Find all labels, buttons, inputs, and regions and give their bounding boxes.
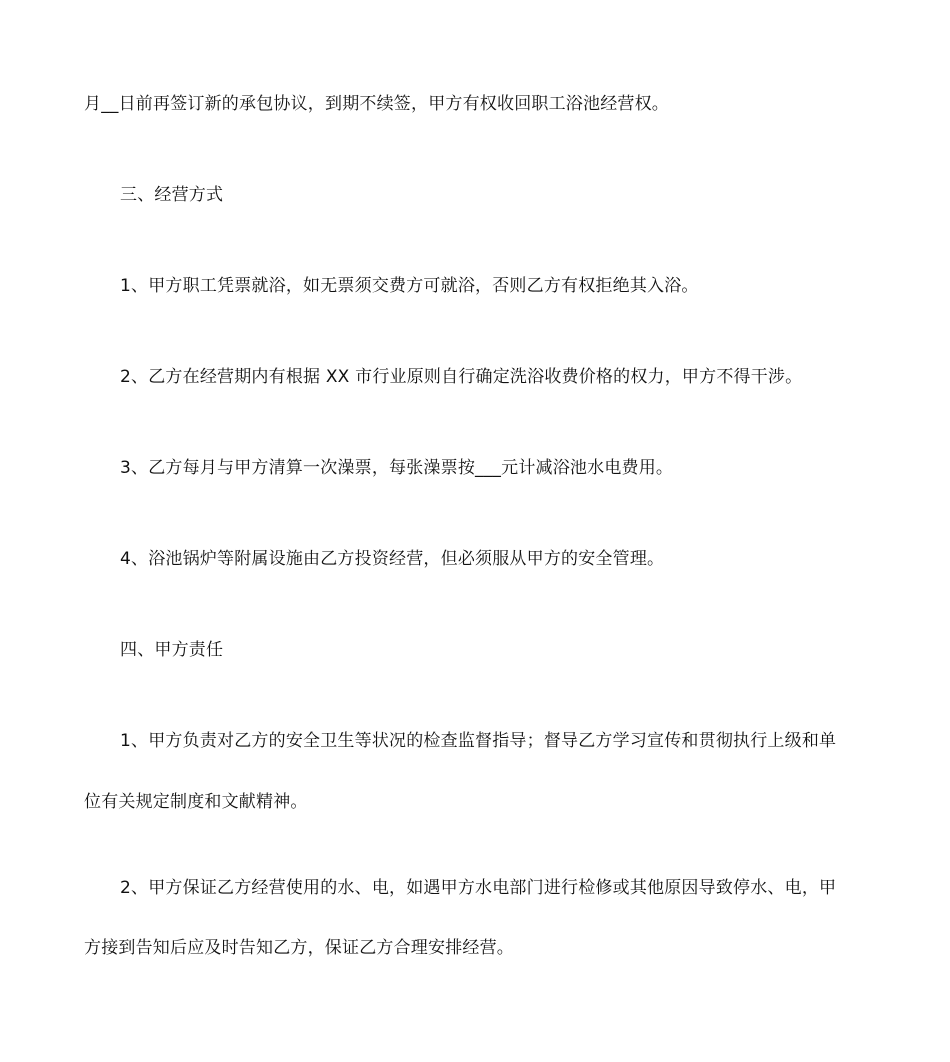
clause-business-2: 2、乙方在经营期内有根据 XX 市行业原则自行确定洗浴收费价格的权力，甲方不得干涉。 xyxy=(120,367,803,387)
clause-party-a-2-line-1: 2、甲方保证乙方经营使用的水、电，如遇甲方水电部门进行检修或其他原因导致停水、电，甲 xyxy=(120,878,837,898)
clause-party-a-1-line-2: 位有关规定制度和文献精神。 xyxy=(84,792,308,812)
clause-business-4: 4、浴池锅炉等附属设施由乙方投资经营，但必须服从甲方的安全管理。 xyxy=(120,549,665,569)
clause-party-a-2-line-2: 方接到告知后应及时告知乙方，保证乙方合理安排经营。 xyxy=(84,938,514,958)
clause-party-a-1-line-1: 1、甲方负责对乙方的安全卫生等状况的检查监督指导；督导乙方学习宣传和贯彻执行上级和单 xyxy=(120,731,837,751)
clause-business-1: 1、甲方职工凭票就浴，如无票须交费方可就浴，否则乙方有权拒绝其入浴。 xyxy=(120,276,699,296)
contract-text-line: 月__日前再签订新的承包协议，到期不续签，甲方有权收回职工浴池经营权。 xyxy=(84,94,669,114)
clause-business-3: 3、乙方每月与甲方清算一次澡票，每张澡票按___元计减浴池水电费用。 xyxy=(120,458,674,478)
section-heading-business-mode: 三、经营方式 xyxy=(120,185,224,205)
section-heading-party-a-responsibility: 四、甲方责任 xyxy=(120,640,224,660)
